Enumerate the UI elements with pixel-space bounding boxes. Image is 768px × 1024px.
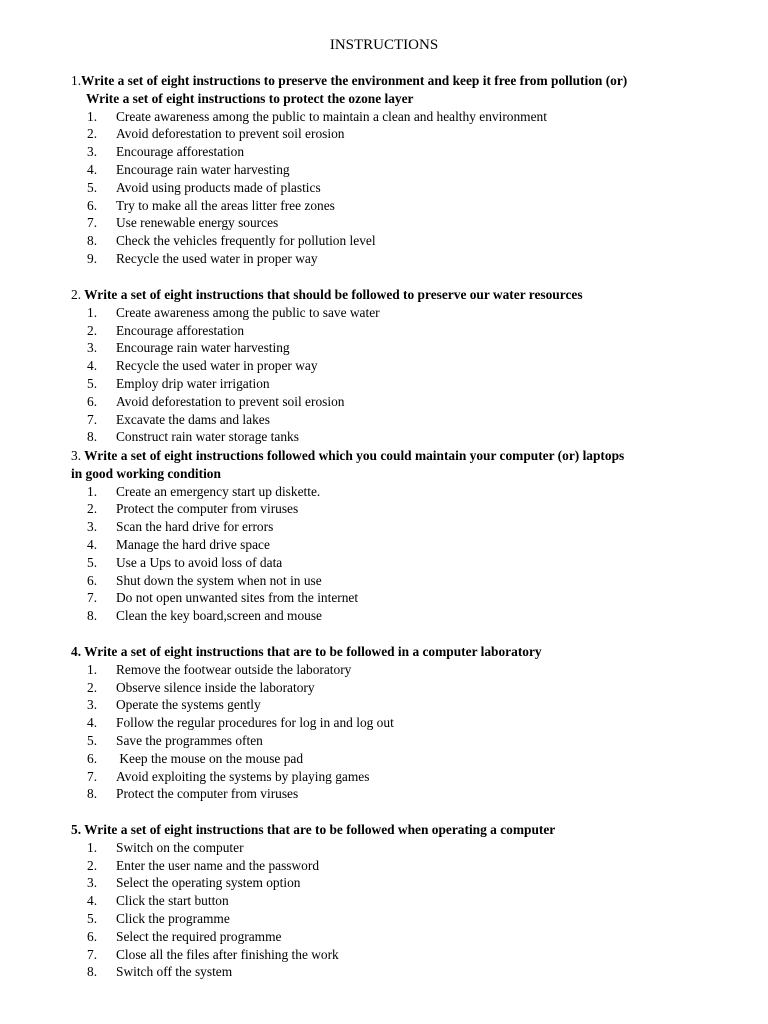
instruction-list bbox=[0, 483, 768, 625]
list-item: 6. Shut down the system when not in use bbox=[87, 572, 322, 588]
list-item: 3. Operate the systems gently bbox=[87, 697, 261, 713]
list-item: 4. Manage the hard drive space bbox=[87, 536, 270, 552]
list-item: 1. Create an emergency start up diskette. bbox=[87, 483, 321, 499]
list-item: 1. Create awareness among the public to save water bbox=[87, 304, 380, 320]
list-item: 4. Follow the regular procedures for log in and log out bbox=[87, 715, 394, 731]
list-item: 2. Enter the user name and the password bbox=[87, 857, 320, 873]
list-item: 3. Select the operating system option bbox=[87, 875, 301, 891]
question-line bbox=[0, 72, 768, 90]
question-line: Write a set of eight instructions to protect the ozone layer bbox=[86, 90, 414, 106]
list-item: 3. Encourage afforestation bbox=[87, 144, 245, 160]
list-item: 2. Encourage afforestation bbox=[87, 322, 245, 338]
list-item: 5. Avoid using products made of plastics bbox=[87, 179, 321, 195]
list-item: 6. Try to make all the areas litter free zones bbox=[87, 197, 335, 213]
list-item: 6. Select the required programme bbox=[87, 928, 282, 944]
list-item: 6. Avoid deforestation to prevent soil erosion bbox=[87, 393, 345, 409]
list-item: 7. Excavate the dams and lakes bbox=[87, 411, 270, 427]
instruction-list bbox=[0, 661, 768, 803]
page-title: INSTRUCTIONS bbox=[329, 37, 439, 53]
section-5 bbox=[0, 821, 768, 981]
question-number: 2. bbox=[71, 287, 82, 302]
list-item: 8. Switch off the system bbox=[87, 964, 233, 980]
list-item: 7. Use renewable energy sources bbox=[87, 215, 279, 231]
list-item: 5. Save the programmes often bbox=[87, 732, 263, 748]
question-number: 4. bbox=[71, 644, 82, 659]
list-item: 8. Construct rain water storage tanks bbox=[87, 429, 299, 445]
list-item: 4. Click the start button bbox=[87, 893, 229, 909]
list-item: 1. Remove the footwear outside the laboratory bbox=[87, 661, 352, 677]
question-line bbox=[0, 821, 768, 839]
list-item: 6. Keep the mouse on the mouse pad bbox=[87, 750, 304, 766]
list-item: 5. Employ drip water irrigation bbox=[87, 375, 270, 391]
section-4 bbox=[0, 643, 768, 803]
list-item: 5. Use a Ups to avoid loss of data bbox=[87, 554, 283, 570]
list-item: 3. Scan the hard drive for errors bbox=[87, 519, 274, 535]
list-item: 1. Switch on the computer bbox=[87, 839, 244, 855]
instruction-list bbox=[0, 108, 768, 268]
list-item: 9. Recycle the used water in proper way bbox=[87, 250, 318, 266]
question-line bbox=[0, 447, 768, 465]
question-text: Write a set of eight instructions that are to be followed when operating a computer bbox=[84, 822, 556, 837]
list-item: 4. Encourage rain water harvesting bbox=[87, 161, 290, 177]
list-item: 7. Avoid exploiting the systems by playing games bbox=[87, 768, 370, 784]
list-item: 8. Protect the computer from viruses bbox=[87, 786, 299, 802]
question-number: 5. bbox=[71, 822, 82, 837]
list-item: 1. Create awareness among the public to maintain a clean and healthy environment bbox=[87, 108, 547, 124]
list-item: 8. Check the vehicles frequently for pollution level bbox=[87, 233, 376, 249]
list-item: 5. Click the programme bbox=[87, 910, 230, 926]
list-item: 7. Close all the files after finishing the work bbox=[87, 946, 339, 962]
question-number: 1. bbox=[71, 73, 82, 88]
list-item: 3. Encourage rain water harvesting bbox=[87, 340, 290, 356]
question-line bbox=[0, 643, 768, 661]
question-text: Write a set of eight instructions followed which you could maintain your computer (or) laptops bbox=[84, 448, 625, 463]
section-1 bbox=[0, 72, 768, 268]
question-text: Write a set of eight instructions that should be followed to preserve our water resources bbox=[84, 287, 583, 302]
list-item: 2. Avoid deforestation to prevent soil erosion bbox=[87, 126, 345, 142]
list-item: 7. Do not open unwanted sites from the internet bbox=[87, 590, 359, 606]
question-line: in good working condition bbox=[71, 465, 221, 481]
question-line bbox=[0, 286, 768, 304]
list-item: 4. Recycle the used water in proper way bbox=[87, 358, 318, 374]
list-item: 2. Observe silence inside the laboratory bbox=[87, 679, 315, 695]
instruction-list bbox=[0, 839, 768, 981]
question-number: 3. bbox=[71, 448, 82, 463]
list-item: 2. Protect the computer from viruses bbox=[87, 501, 299, 517]
section-2 bbox=[0, 286, 768, 446]
section-3 bbox=[0, 447, 768, 625]
question-text: Write a set of eight instructions to preserve the environment and keep it free from pollution (or) bbox=[81, 73, 628, 88]
list-item: 8. Clean the key board,screen and mouse bbox=[87, 608, 322, 624]
question-text: Write a set of eight instructions that are to be followed in a computer laboratory bbox=[84, 644, 542, 659]
instruction-list bbox=[0, 304, 768, 446]
